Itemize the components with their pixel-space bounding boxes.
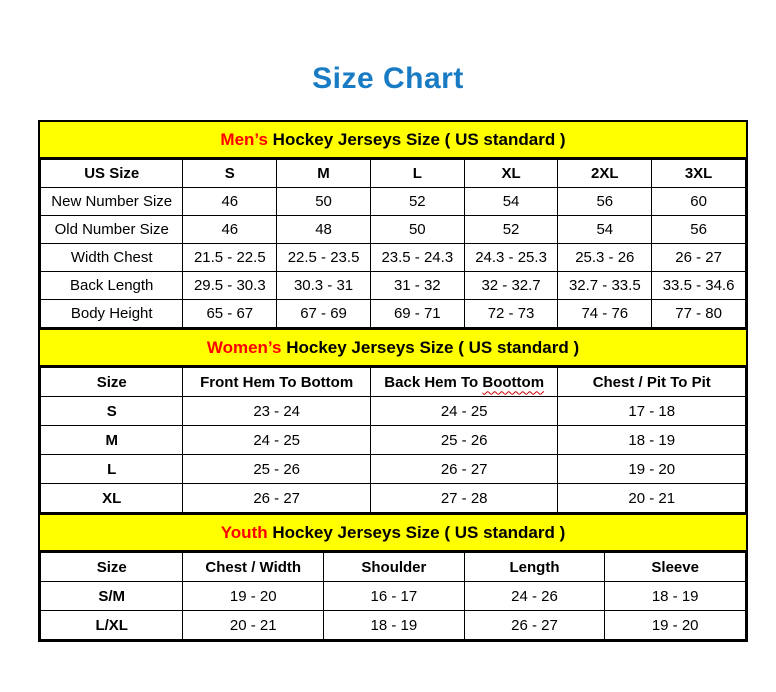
size-cell: 33.5 - 34.6 (652, 272, 746, 300)
size-cell: 74 - 76 (558, 300, 652, 328)
row-label: New Number Size (41, 188, 183, 216)
column-header: Shoulder (324, 553, 465, 582)
row-label: L (41, 455, 183, 484)
page-title: Size Chart (312, 62, 464, 95)
section-name-highlight: Women’s (206, 338, 282, 357)
size-cell: 24.3 - 25.3 (464, 244, 558, 272)
column-header: M (277, 160, 371, 188)
table-row (41, 484, 746, 513)
size-cell: 52 (370, 188, 464, 216)
size-cell: 16 - 17 (324, 582, 465, 611)
size-cell: 54 (464, 188, 558, 216)
column-header: Size (41, 553, 183, 582)
row-label: Back Length (41, 272, 183, 300)
table-row (41, 272, 746, 300)
table-header-row (41, 160, 746, 188)
size-cell: 72 - 73 (464, 300, 558, 328)
size-cell: 26 - 27 (652, 244, 746, 272)
size-cell: 26 - 27 (464, 611, 605, 640)
table-row (41, 244, 746, 272)
row-label: Old Number Size (41, 216, 183, 244)
size-cell: 21.5 - 22.5 (183, 244, 277, 272)
mens-size-table (40, 159, 746, 328)
size-chart-tables (38, 120, 748, 642)
size-cell: 18 - 19 (324, 611, 465, 640)
misspelled-word: Boottom (482, 373, 545, 391)
size-cell: 69 - 71 (370, 300, 464, 328)
table-header-row (41, 553, 746, 582)
column-header: 2XL (558, 160, 652, 188)
size-cell: 23 - 24 (183, 397, 371, 426)
size-cell: 32 - 32.7 (464, 272, 558, 300)
table-row (41, 455, 746, 484)
size-cell: 17 - 18 (558, 397, 746, 426)
column-header: L (370, 160, 464, 188)
size-cell: 77 - 80 (652, 300, 746, 328)
size-cell: 67 - 69 (277, 300, 371, 328)
mens-section-header (40, 122, 746, 159)
size-cell: 24 - 26 (464, 582, 605, 611)
size-cell: 25 - 26 (370, 426, 558, 455)
row-label: S/M (41, 582, 183, 611)
size-cell: 50 (370, 216, 464, 244)
column-header: Sleeve (605, 553, 746, 582)
table-row (41, 300, 746, 328)
table-row (41, 611, 746, 640)
size-cell: 18 - 19 (558, 426, 746, 455)
section-header-text: Hockey Jerseys Size ( US standard ) (281, 338, 580, 357)
section-name-highlight: Youth (220, 523, 268, 542)
size-cell: 46 (183, 188, 277, 216)
column-header (370, 368, 558, 397)
table-row (41, 216, 746, 244)
size-cell: 48 (277, 216, 371, 244)
size-cell: 54 (558, 216, 652, 244)
row-label: S (41, 397, 183, 426)
size-cell: 19 - 20 (558, 455, 746, 484)
row-label: Width Chest (41, 244, 183, 272)
column-header: Size (41, 368, 183, 397)
column-header: US Size (41, 160, 183, 188)
section-header-text: Hockey Jerseys Size ( US standard ) (267, 523, 566, 542)
size-cell: 50 (277, 188, 371, 216)
youth-section-header (40, 513, 746, 552)
size-cell: 25.3 - 26 (558, 244, 652, 272)
column-header-text: Back Hem To (384, 373, 483, 391)
row-label: L/XL (41, 611, 183, 640)
size-cell: 52 (464, 216, 558, 244)
size-cell: 27 - 28 (370, 484, 558, 513)
size-cell: 26 - 27 (183, 484, 371, 513)
size-cell: 25 - 26 (183, 455, 371, 484)
size-cell: 26 - 27 (370, 455, 558, 484)
table-row (41, 397, 746, 426)
size-cell: 46 (183, 216, 277, 244)
size-cell: 24 - 25 (370, 397, 558, 426)
size-cell: 23.5 - 24.3 (370, 244, 464, 272)
column-header: S (183, 160, 277, 188)
section-name-highlight: Men’s (220, 130, 268, 149)
womens-size-table (40, 367, 746, 513)
column-header: Length (464, 553, 605, 582)
size-cell: 56 (558, 188, 652, 216)
table-header-row (41, 368, 746, 397)
table-row (41, 426, 746, 455)
size-cell: 30.3 - 31 (277, 272, 371, 300)
row-label: XL (41, 484, 183, 513)
womens-section-header (40, 328, 746, 367)
size-cell: 32.7 - 33.5 (558, 272, 652, 300)
size-cell: 56 (652, 216, 746, 244)
column-header: XL (464, 160, 558, 188)
size-cell: 24 - 25 (183, 426, 371, 455)
size-cell: 20 - 21 (558, 484, 746, 513)
column-header: 3XL (652, 160, 746, 188)
youth-size-table (40, 552, 746, 640)
size-cell: 31 - 32 (370, 272, 464, 300)
size-cell: 60 (652, 188, 746, 216)
size-cell: 65 - 67 (183, 300, 277, 328)
size-cell: 19 - 20 (183, 582, 324, 611)
size-cell: 22.5 - 23.5 (277, 244, 371, 272)
row-label: Body Height (41, 300, 183, 328)
table-row (41, 188, 746, 216)
column-header: Front Hem To Bottom (183, 368, 371, 397)
table-row (41, 582, 746, 611)
size-cell: 20 - 21 (183, 611, 324, 640)
column-header: Chest / Width (183, 553, 324, 582)
column-header: Chest / Pit To Pit (558, 368, 746, 397)
size-cell: 18 - 19 (605, 582, 746, 611)
section-header-text: Hockey Jerseys Size ( US standard ) (267, 130, 566, 149)
size-cell: 19 - 20 (605, 611, 746, 640)
size-cell: 29.5 - 30.3 (183, 272, 277, 300)
row-label: M (41, 426, 183, 455)
